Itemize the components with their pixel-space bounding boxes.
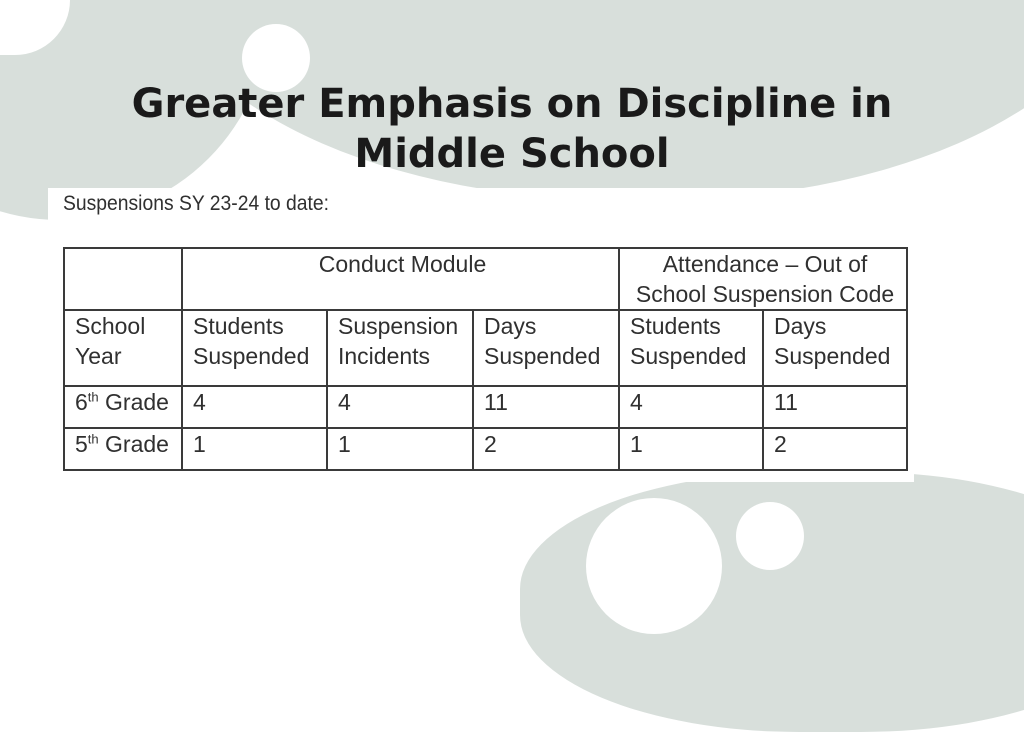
grade-number: 5 [75, 431, 88, 457]
grade-word: Grade [105, 431, 169, 457]
slide-title: Greater Emphasis on Discipline in Middle School [131, 80, 893, 177]
column-header-attendance-students-suspended: Students Suspended [619, 310, 763, 386]
grade-ordinal-suffix: th [87, 431, 99, 447]
suspension-table-panel [48, 188, 914, 482]
row-label-5th-grade [64, 428, 182, 470]
column-header-students-suspended: Students Suspended [182, 310, 327, 386]
table-cell: 1 [182, 428, 327, 470]
table-row [64, 428, 907, 470]
table-cell: 2 [473, 428, 619, 470]
background-circle-bottom-large [586, 498, 722, 634]
table-column-header-row [64, 310, 907, 386]
grade-number: 6 [75, 389, 88, 415]
background-circle-bottom-small [736, 502, 804, 570]
table-cell: 4 [182, 386, 327, 428]
group-header-conduct-module: Conduct Module [182, 248, 619, 310]
column-header-suspension-incidents: Suspension Incidents [327, 310, 473, 386]
table-cell: 11 [473, 386, 619, 428]
grade-ordinal-suffix: th [87, 389, 99, 405]
group-header-blank [64, 248, 182, 310]
group-header-attendance: Attendance – Out of School Suspension Code [619, 248, 907, 310]
column-header-attendance-days-suspended: Days Suspended [763, 310, 907, 386]
table-cell: 11 [763, 386, 907, 428]
column-header-days-suspended: Days Suspended [473, 310, 619, 386]
table-cell: 1 [619, 428, 763, 470]
suspension-table [63, 247, 908, 471]
table-row [64, 386, 907, 428]
table-cell: 4 [619, 386, 763, 428]
table-caption: Suspensions SY 23-24 to date: [63, 192, 330, 215]
grade-word: Grade [105, 389, 169, 415]
table-cell: 1 [327, 428, 473, 470]
table-cell: 2 [763, 428, 907, 470]
column-header-school-year: School Year [64, 310, 182, 386]
table-cell: 4 [327, 386, 473, 428]
table-group-header-row [64, 248, 907, 310]
row-label-6th-grade [64, 386, 182, 428]
